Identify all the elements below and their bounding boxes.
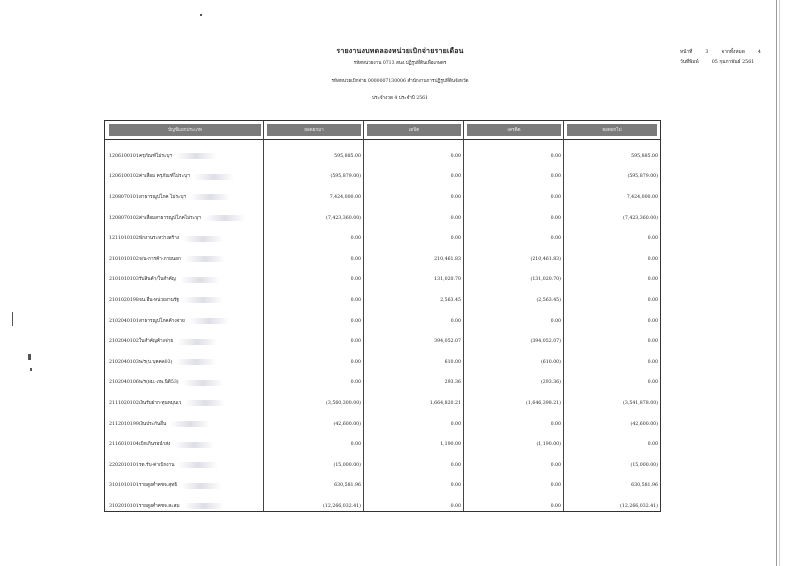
redaction [185, 400, 225, 406]
brought-forward-value: (12,266,032.41) [323, 503, 361, 509]
brought-forward-value: 630,581.96 [334, 483, 361, 489]
account-name-text: ค่าเสื่อมสาธารณูปโภคไม่ระบุฯ [139, 215, 201, 221]
period-line: ประจำงวด 4 ประจำปี 2561 [372, 96, 428, 101]
account-code: 3101010101 [109, 483, 139, 489]
credit-value: 0.00 [550, 318, 561, 324]
carried-forward-value: 0.00 [647, 277, 658, 283]
credit-value: (610.00) [540, 359, 561, 365]
brought-forward-value: 0.00 [350, 236, 361, 242]
carried-forward-value: (12,266,032.41) [620, 503, 658, 509]
account-name-text: จ/น-การค้า-ภายนอก [139, 256, 181, 262]
table-row [105, 476, 660, 497]
table-row [105, 208, 660, 229]
redaction [177, 339, 217, 345]
page-edge [776, 0, 777, 566]
carried-forward-value: (7,423,360.00) [623, 215, 658, 221]
print-label: วันที่พิมพ์ [680, 60, 699, 65]
debit-value: 210,461.83 [434, 256, 461, 262]
table-row [105, 187, 660, 208]
account-name [139, 352, 259, 373]
account-name [139, 496, 259, 517]
table-row [105, 393, 660, 414]
credit-value: 0.00 [550, 462, 561, 468]
account-code: 2112010199 [109, 421, 139, 427]
page-label: หน้าที่ [680, 50, 693, 55]
account-code: 2202010101 [109, 462, 139, 468]
carried-forward-value: 7,424,000.00 [626, 194, 658, 200]
brought-forward-value: 595,885.00 [334, 153, 361, 159]
redaction [176, 153, 216, 159]
redaction [194, 174, 234, 180]
brought-forward-value: 0.00 [350, 256, 361, 262]
carried-forward-value: 0.00 [647, 380, 658, 386]
account-name-text: เบิกเกินรอนำส่ง [139, 442, 171, 448]
account-name-text: เงินรับฝาก-ทุนหมุนเว [139, 400, 182, 406]
redaction [205, 215, 245, 221]
debit-value: 1,190.00 [440, 442, 461, 448]
debit-value: 0.00 [450, 503, 461, 509]
table-row [105, 434, 660, 455]
debit-value: 2,563.45 [440, 297, 461, 303]
account-name-text: พ/ร(บ.บุคคล03) [139, 359, 173, 365]
credit-value: 0.00 [550, 153, 561, 159]
debit-value: 0.00 [450, 421, 461, 427]
carried-forward-value: (15,000.00) [630, 462, 658, 468]
redaction [170, 421, 210, 427]
account-name-text: รายสูงต่ำคชจ.สะสม [139, 503, 180, 509]
redaction [181, 483, 221, 489]
credit-value: (1,190.00) [536, 442, 561, 448]
carried-forward-value: (595,879.00) [627, 174, 658, 180]
page-edge-shadow [779, 0, 780, 566]
brought-forward-value: 0.00 [350, 318, 361, 324]
brought-forward-value: 0.00 [350, 359, 361, 365]
page-number: 3 [705, 50, 709, 55]
credit-value: 0.00 [550, 503, 561, 509]
account-name [139, 249, 259, 270]
total-label: จากทั้งหมด [721, 50, 745, 55]
account-code: 2101010102 [109, 256, 139, 262]
agency-line: รหัสหน่วยงาน 0713 สนง.ปฏิรูปที่ดินเพื่อเกษตร [353, 61, 447, 66]
account-name [139, 373, 259, 394]
redaction [190, 194, 230, 200]
account-name [139, 476, 259, 497]
debit-value: 610.00 [444, 359, 461, 365]
credit-value: 0.00 [550, 483, 561, 489]
carried-forward-value: 630,581.96 [631, 483, 658, 489]
carried-forward-value: 0.00 [647, 359, 658, 365]
debit-value: 0.00 [450, 236, 461, 242]
account-code: 3102010101 [109, 503, 139, 509]
credit-value: 0.00 [550, 194, 561, 200]
column-header-credit: เครดิต [467, 124, 561, 136]
column-header-account: บัญชีแยกประเภท [109, 124, 261, 136]
carried-forward-value: 0.00 [647, 297, 658, 303]
print-date: 05 กุมภาพันธ์ 2561 [711, 60, 755, 65]
redaction [183, 297, 223, 303]
brought-forward-value: 0.00 [350, 297, 361, 303]
redaction [176, 359, 216, 365]
debit-value: 293.36 [444, 380, 461, 386]
credit-value: (131,020.70) [530, 277, 561, 283]
table-row [105, 496, 660, 517]
account-name [139, 208, 259, 229]
carried-forward-value: 0.00 [647, 256, 658, 262]
carried-forward-value: 0.00 [647, 339, 658, 345]
brought-forward-value: (15,000.00) [333, 462, 361, 468]
brought-forward-value: (7,423,360.00) [326, 215, 361, 221]
account-code: 1208070101 [109, 194, 139, 200]
account-code: 2102040103 [109, 359, 139, 365]
debit-value: 394,052.07 [434, 339, 461, 345]
credit-value: 0.00 [550, 236, 561, 242]
account-name-text: รับสินค้า/ใบสำคัญ [139, 277, 176, 283]
column-header-debit: เดบิต [367, 124, 461, 136]
account-name [139, 455, 259, 476]
account-name [139, 434, 259, 455]
scan-mark [30, 368, 32, 371]
carried-forward-value: 0.00 [647, 236, 658, 242]
redaction [174, 442, 214, 448]
credit-value: 0.00 [550, 174, 561, 180]
credit-value: 0.00 [550, 215, 561, 221]
debit-value: 0.00 [450, 153, 461, 159]
table-row [105, 311, 660, 332]
table-row [105, 249, 660, 270]
redaction [185, 256, 225, 262]
account-name [139, 270, 259, 291]
page-number-info [680, 48, 761, 56]
account-name [139, 290, 259, 311]
account-name-text: สาธารณูปโภค ไม่ระบุฯ [139, 194, 187, 200]
table-row [105, 414, 660, 435]
table-row [105, 167, 660, 188]
brought-forward-value: 0.00 [350, 380, 361, 386]
account-code: 2102040106 [109, 380, 139, 386]
account-name [139, 414, 259, 435]
debit-value: 0.00 [450, 483, 461, 489]
account-code: 2101010103 [109, 277, 139, 283]
account-code: 2102040101 [109, 318, 139, 324]
credit-value: 0.00 [550, 421, 561, 427]
credit-value: (1,646,398.21) [526, 400, 561, 406]
carried-forward-value: 0.00 [647, 318, 658, 324]
credit-value: (2,563.45) [536, 297, 561, 303]
redaction [189, 318, 229, 324]
debit-value: 1,664,820.21 [429, 400, 461, 406]
debit-value: 0.00 [450, 174, 461, 180]
account-name-text: พักงานระหว่างสร้าง [139, 236, 180, 242]
brought-forward-value: (3,560,300.00) [326, 400, 361, 406]
column-header-carried-forward: ยอดยกไป [567, 124, 657, 136]
account-name [139, 228, 259, 249]
table-row [105, 373, 660, 394]
carried-forward-value: (42,600.00) [630, 421, 658, 427]
debit-value: 0.00 [450, 318, 461, 324]
table-row [105, 455, 660, 476]
table-row [105, 146, 660, 167]
account-code: 1206100101 [109, 153, 139, 159]
account-name-text: ครุภัณฑ์ไม่ระบุฯ [139, 153, 173, 159]
account-name-text: พ/ร(ผม.-ภพ.นิติ53) [139, 380, 179, 386]
credit-value: (293.36) [540, 380, 561, 386]
carried-forward-value: 595,885.00 [631, 153, 658, 159]
account-name [139, 187, 259, 208]
debit-value: 131,020.70 [434, 277, 461, 283]
table-header [105, 121, 660, 140]
disbursing-unit-line: รหัสหน่วยเบิกจ่าย 0000007130006 สำนักงานการปฏิรูปที่ดินจังหวัด [331, 79, 469, 84]
redaction [183, 236, 223, 242]
redaction [184, 503, 224, 509]
report-title: รายงานงบทดลองหน่วยเบิกจ่ายรายเดือน [336, 46, 464, 55]
debit-value: 0.00 [450, 194, 461, 200]
brought-forward-value: 0.00 [350, 442, 361, 448]
redaction [178, 462, 218, 468]
account-code: 1211010102 [109, 236, 139, 242]
account-name-text: ใบสำคัญค้างจ่าย [139, 339, 174, 345]
table-row [105, 352, 660, 373]
table-row [105, 228, 660, 249]
debit-value: 0.00 [450, 215, 461, 221]
account-code: 2111020102 [109, 400, 139, 406]
account-name-text: สาธารณูปโภคค้างจ่าย [139, 318, 185, 324]
account-code: 2102040102 [109, 339, 139, 345]
scan-mark [12, 312, 13, 326]
credit-value: (394,052.07) [530, 339, 561, 345]
account-name [139, 331, 259, 352]
scan-mark [200, 14, 202, 16]
account-code: 1208070102 [109, 215, 139, 221]
account-name-text: เงินประกันอื่น [139, 421, 167, 427]
carried-forward-value: 0.00 [647, 442, 658, 448]
brought-forward-value: 0.00 [350, 339, 361, 345]
total-pages: 4 [757, 50, 761, 55]
redaction [180, 277, 220, 283]
account-name [139, 311, 259, 332]
account-code: 2116010104 [109, 442, 139, 448]
table-row [105, 270, 660, 291]
account-name-text: จน.อื่น-หน่วยงานรัฐ [139, 297, 179, 303]
account-code: 1206100102 [109, 174, 139, 180]
brought-forward-value: (595,879.00) [330, 174, 361, 180]
account-name-text: ค่าเสื่อม ครุภัณฑ์ไม่ระบุฯ [139, 174, 190, 180]
account-name-text: รด.รับ-ค่าเบิกงาน [139, 462, 175, 468]
trial-balance-table [104, 120, 661, 512]
brought-forward-value: (42,600.00) [333, 421, 361, 427]
brought-forward-value: 0.00 [350, 277, 361, 283]
redaction [183, 380, 223, 386]
account-name [139, 393, 259, 414]
account-code: 2101020198 [109, 297, 139, 303]
account-name-text: รายสูงต่ำคชจ.สุทธิ [139, 483, 178, 489]
table-row [105, 290, 660, 311]
print-date-info [680, 58, 754, 66]
carried-forward-value: (3,541,878.00) [623, 400, 658, 406]
scan-mark [28, 354, 31, 360]
table-row [105, 331, 660, 352]
column-header-brought-forward: ยอดยกมา [267, 124, 361, 136]
debit-value: 0.00 [450, 462, 461, 468]
credit-value: (210,461.83) [530, 256, 561, 262]
brought-forward-value: 7,424,000.00 [329, 194, 361, 200]
account-name [139, 167, 259, 188]
account-name [139, 146, 259, 167]
